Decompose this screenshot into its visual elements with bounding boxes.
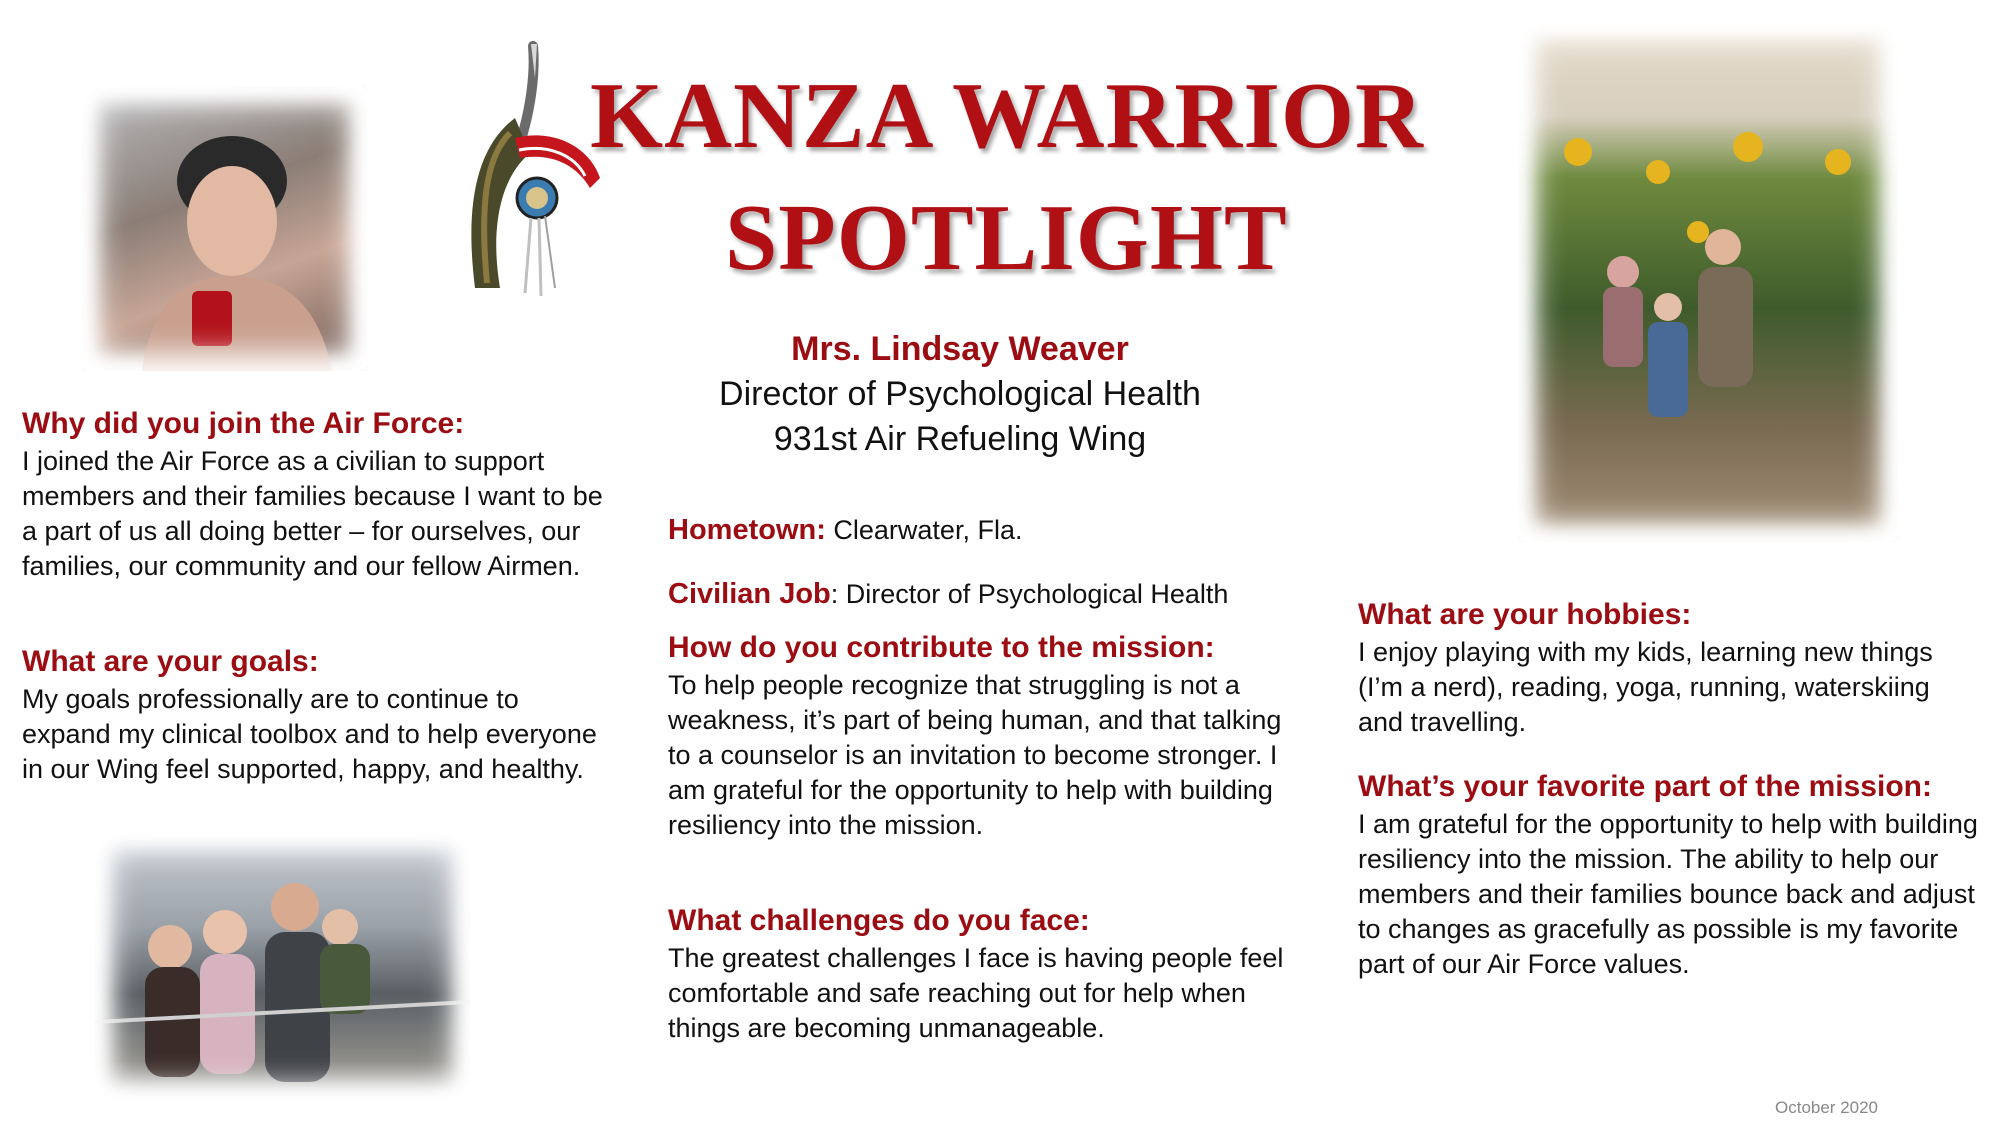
contribute-heading: How do you contribute to the mission: [668,631,1215,664]
hometown-label: Hometown: [668,514,826,546]
contribute-answer: To help people recognize that struggling is not a weakness, it’s part of being human, and that talking to a counselor is an invitation to become stronger. I am grateful for the opportunity to help with building resiliency into the mission. [668,670,1282,840]
favorite-part-answer: I am grateful for the opportunity to help with building resiliency into the mission. The ability to help our members and their families bounce back and adjust to changes as gracefully as possible is my favorite part of our Air Force values. [1358,809,1978,979]
hobbies-heading: What are your hobbies: [1358,598,1692,631]
photo-vignette [82,86,367,371]
hometown-row [668,514,1022,547]
profile-unit: 931st Air Refueling Wing [773,420,1147,458]
sunflower-photo [1518,22,1898,542]
headdress-icon [455,38,605,308]
join-air-force-heading: Why did you join the Air Force: [22,407,465,440]
profile-role: Director of Psychological Health [719,375,1201,413]
profile-name: Mrs. Lindsay Weaver [791,330,1129,368]
portrait-photo [82,86,367,371]
photo-vignette [1518,22,1898,542]
title-line-1: KANZA WARRIOR [590,64,1424,168]
title-line-2: SPOTLIGHT [725,186,1288,290]
civilian-job-row [668,578,1228,611]
family-photo [95,832,470,1102]
challenges-answer: The greatest challenges I face is having people feel comfortable and safe reaching out for help when things are becoming unmanageable. [668,943,1284,1043]
civilian-job-value: : Director of Psychological Health [830,579,1229,609]
hobbies-answer: I enjoy playing with my kids, learning new things (I’m a nerd), reading, yoga, running, waterskiing and travelling. [1358,637,1933,737]
photo-vignette [95,832,470,1102]
goals-heading: What are your goals: [22,645,319,678]
footer-date: October 2020 [1775,1098,1879,1117]
hometown-value: Clearwater, Fla. [833,515,1023,545]
challenges-heading: What challenges do you face: [668,904,1090,937]
join-air-force-answer: I joined the Air Force as a civilian to support members and their families because I want to be a part of us all doing better – for ourselves, our families, our community and our fellow Airmen. [22,446,603,581]
favorite-part-heading: What’s your favorite part of the mission: [1358,770,1932,803]
civilian-job-label: Civilian Job [668,578,831,610]
goals-answer: My goals professionally are to continue to expand my clinical toolbox and to help everyone in our Wing feel supported, happy, and healthy. [22,684,597,784]
